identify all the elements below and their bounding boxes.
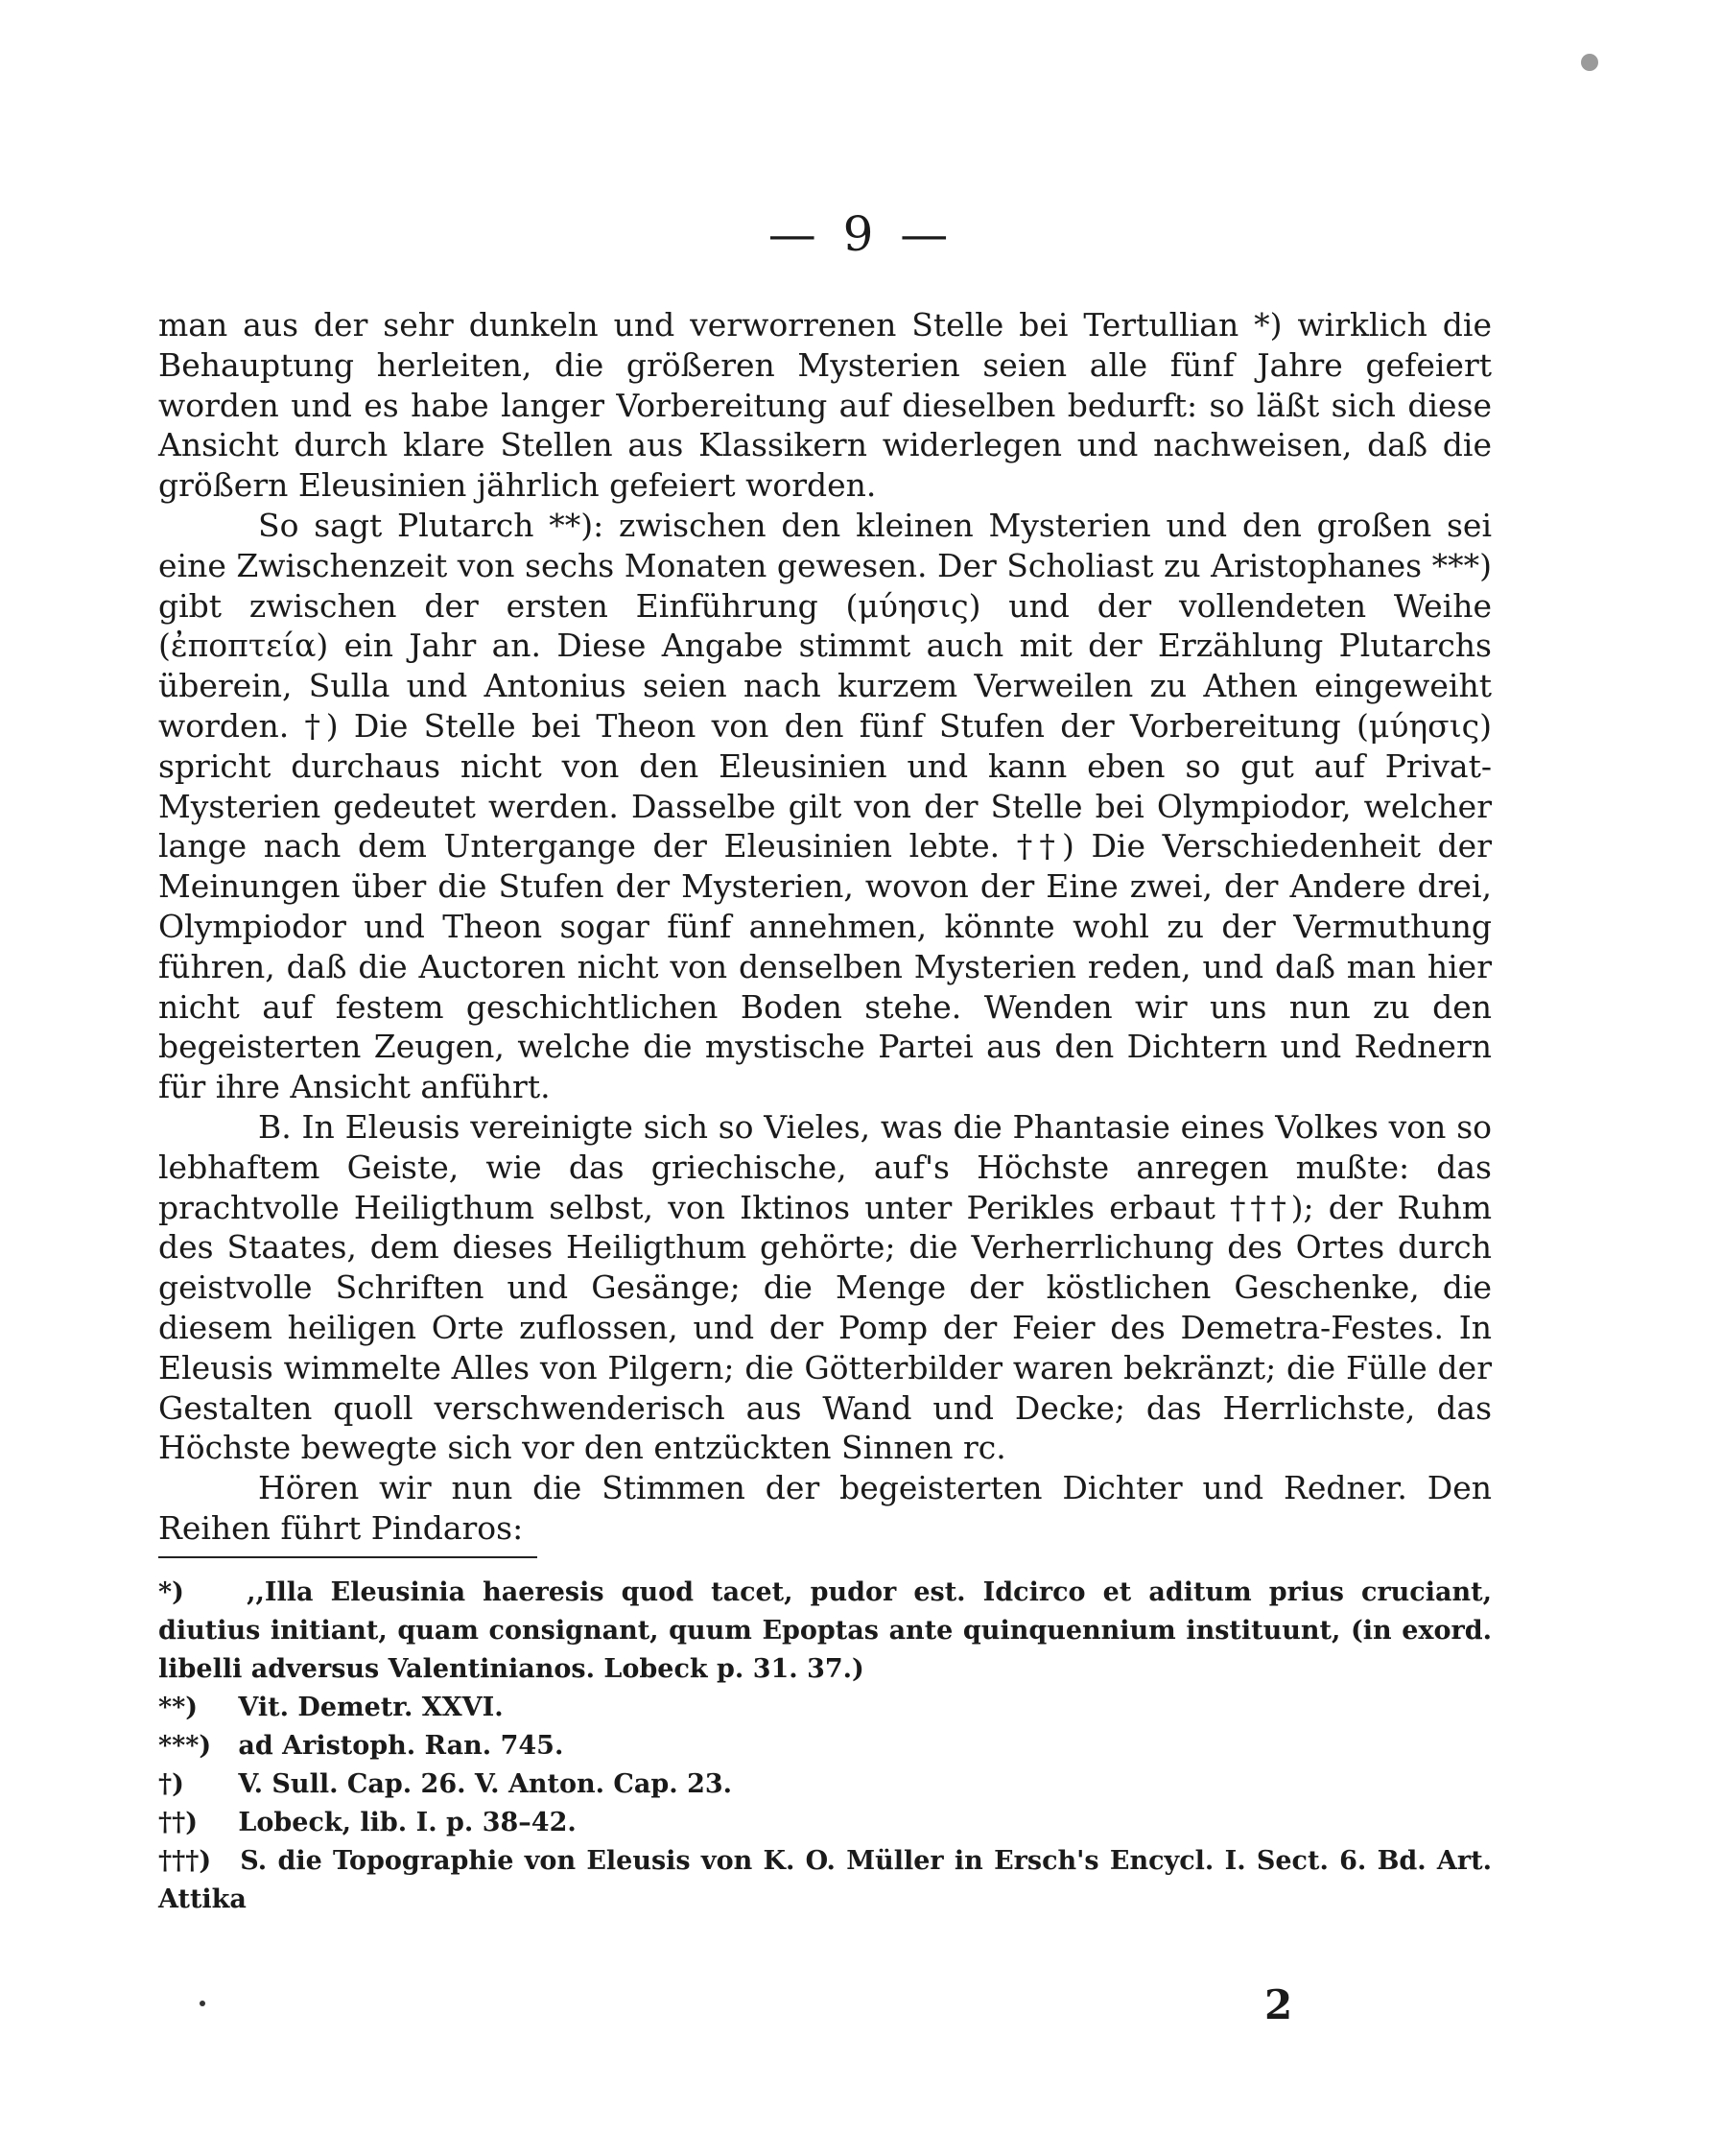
footnote-text: Vit. Demetr. XXVI.: [238, 1693, 504, 1722]
footnote-text: V. Sull. Cap. 26. V. Anton. Cap. 23.: [238, 1769, 733, 1799]
footnote-mark: †): [158, 1769, 184, 1799]
paragraph-3: B. In Eleusis vereinigte sich so Vieles, was die Phantasie eines Volkes von so lebhaftem Geiste, wie das griechische, auf's Höchste anregen mußte: das prachtvolle Heiligthum selbst, von Iktinos unter Perikles erbaut †††); der Ruhm des Staates, dem dieses Heiligthum gehörte; die Verherrlichung des Ortes durch geistvolle Schriften und Gesänge; die Menge der köstlichen Geschenke, die diesem heiligen Orte zuflossen, und der Pomp der Feier des Demetra-Festes. In Eleusis wimmelte Alles von Pilgern; die Götterbilder waren bekränzt; die Fülle der Gestalten quoll verschwenderisch aus Wand und Decke; das Herrlichste, das Höchste bewegte sich vor den entzückten Sinnen rc.: [158, 1107, 1492, 1467]
footnote-text: ad Aristoph. Ran. 745.: [238, 1731, 564, 1761]
paragraph-4: Hören wir nun die Stimmen der begeisterten Dichter und Redner. Den Reihen führt Pindaros:: [158, 1469, 1492, 1547]
footnote: [158, 1804, 1492, 1842]
body-text: [158, 305, 1492, 1549]
footnote-mark: ***): [158, 1731, 212, 1761]
footnote-mark: ††): [158, 1808, 199, 1837]
print-dot: [200, 2001, 205, 2006]
footnote: [158, 1689, 1492, 1727]
signature-mark: 2: [1264, 1981, 1293, 2028]
footnote-mark: **): [158, 1693, 199, 1722]
paragraph-1: man aus der sehr dunkeln und verworrenen Stelle bei Tertullian *) wirklich die Behauptung herleiten, die größeren Mysterien seien alle fünf Jahre gefeiert worden und es habe langer Vorbereitung auf dieselben bedurft: so läßt sich diese Ansicht durch klare Stellen aus Klassikern widerlegen und nachweisen, daß die größern Eleusinien jährlich gefeiert worden.: [158, 306, 1492, 505]
footnote-text: ,,Illa Eleusinia haeresis quod tacet, pudor est. Idcirco et aditum prius cruciant, diutius initiant, quam consignant, quum Epoptas ante quinquennium instituunt, (in exord. libelli adversus Valentinianos. Lobeck p. 31. 37.): [158, 1577, 1492, 1684]
page-number: — 9 —: [767, 206, 955, 262]
footnote: [158, 1727, 1492, 1765]
footnote-text: Lobeck, lib. I. p. 38–42.: [238, 1808, 577, 1837]
footnote: [158, 1765, 1492, 1804]
footnotes: [158, 1574, 1492, 1919]
footnote-mark: *): [158, 1577, 184, 1607]
footnote: [158, 1574, 1492, 1689]
ink-speck: [1581, 54, 1598, 71]
footnote-text: S. die Topographie von Eleusis von K. O. Müller in Ersch's Encycl. I. Sect. 6. Bd. Art. Attika: [158, 1846, 1492, 1914]
footnote-mark: †††): [158, 1846, 212, 1876]
paragraph-2: So sagt Plutarch **): zwischen den kleinen Mysterien und den großen sei eine Zwischenzeit von sechs Monaten gewesen. Der Scholiast zu Aristophanes ***) gibt zwischen der ersten Einführung (μύησις) und der vollendeten Weihe (ἐποπτεία) ein Jahr an. Diese Angabe stimmt auch mit der Erzählung Plutarchs überein, Sulla und Antonius seien nach kurzem Verweilen zu Athen eingeweiht worden. †) Die Stelle bei Theon von den fünf Stufen der Vorbereitung (μύησις) spricht durchaus nicht von den Eleusinien und kann eben so gut auf Privat-Mysterien gedeutet werden. Dasselbe gilt von der Stelle bei Olympiodor, welcher lange nach dem Untergange der Eleusinien lebte. ††) Die Verschiedenheit der Meinungen über die Stufen der Mysterien, wovon der Eine zwei, der Andere drei, Olympiodor und Theon sogar fünf annehmen, könnte wohl zu der Vermuthung führen, daß die Auctoren nicht von denselben Mysterien reden, und daß man hier nicht auf festem geschichtlichen Boden stehe. Wenden wir uns nun zu den begeisterten Zeugen, welche die mystische Partei aus den Dichtern und Rednern für ihre Ansicht anführt.: [158, 506, 1492, 1106]
footnote: [158, 1842, 1492, 1919]
footnote-rule: [158, 1556, 537, 1558]
